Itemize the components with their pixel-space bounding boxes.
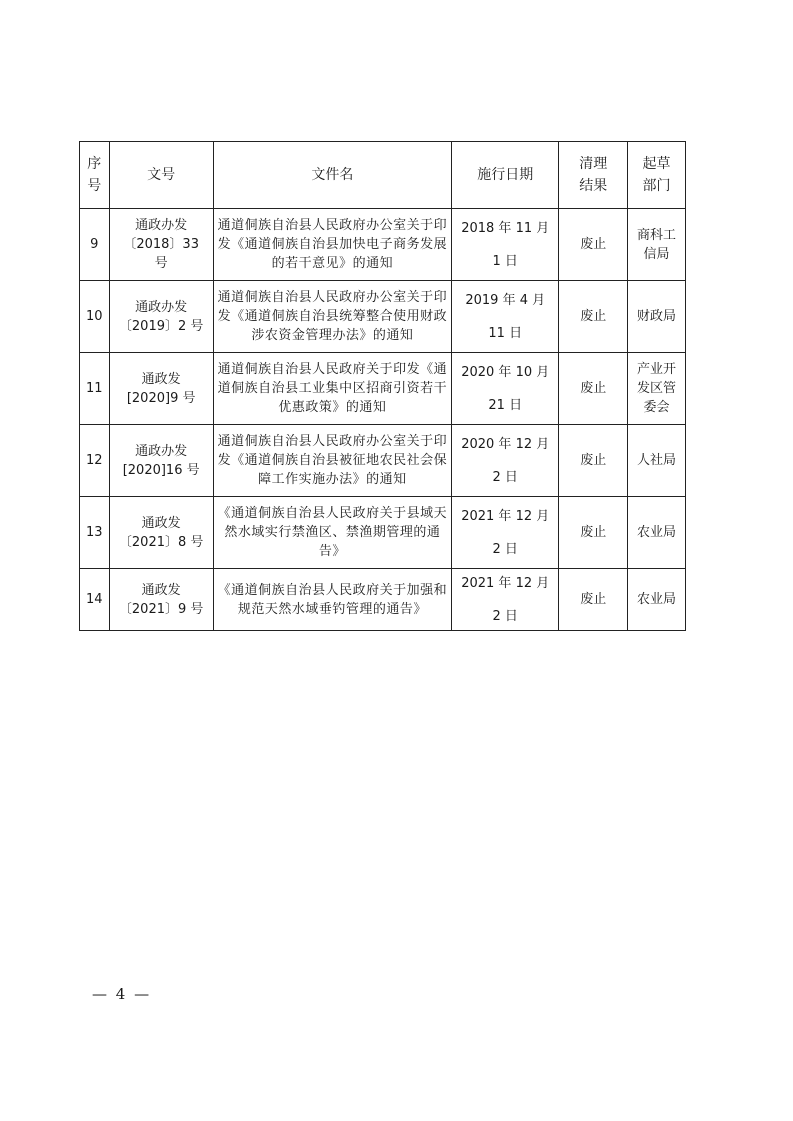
- cell-doc-no: 通政办发 [2020]16 号: [109, 425, 213, 497]
- header-date: 施行日期: [452, 142, 559, 209]
- cell-date: 2019 年 4 月 11 日: [452, 281, 559, 353]
- cell-date: 2020 年 12 月 2 日: [452, 425, 559, 497]
- cell-dept: 财政局: [627, 281, 685, 353]
- table-row: [80, 281, 686, 353]
- cell-result: 废止: [559, 569, 628, 631]
- cell-doc-no: 通政办发 〔2018〕33 号: [109, 209, 213, 281]
- header-result: 清理 结果: [559, 142, 628, 209]
- cell-result: 废止: [559, 497, 628, 569]
- header-dept: 起草 部门: [627, 142, 685, 209]
- cell-title: 通道侗族自治县人民政府关于印发《通道侗族自治县工业集中区招商引资若干优惠政策》的通知: [213, 353, 451, 425]
- cell-dept: 人社局: [627, 425, 685, 497]
- cell-title: 通道侗族自治县人民政府办公室关于印发《通道侗族自治县被征地农民社会保障工作实施办法》的通知: [213, 425, 451, 497]
- cell-dept: 农业局: [627, 497, 685, 569]
- cell-title: 《通道侗族自治县人民政府关于加强和规范天然水域垂钓管理的通告》: [213, 569, 451, 631]
- cell-result: 废止: [559, 353, 628, 425]
- header-title: 文件名: [213, 142, 451, 209]
- table-row: [80, 425, 686, 497]
- cell-seq: 13: [80, 497, 110, 569]
- cell-date: 2021 年 12 月 2 日: [452, 569, 559, 631]
- cell-doc-no: 通政发 〔2021〕8 号: [109, 497, 213, 569]
- table-row: [80, 569, 686, 631]
- cell-result: 废止: [559, 209, 628, 281]
- cell-date: 2020 年 10 月 21 日: [452, 353, 559, 425]
- cell-dept: 产业开 发区管 委会: [627, 353, 685, 425]
- cell-seq: 10: [80, 281, 110, 353]
- cell-dept: 商科工 信局: [627, 209, 685, 281]
- table-row: [80, 497, 686, 569]
- cell-result: 废止: [559, 281, 628, 353]
- cell-doc-no: 通政发 [2020]9 号: [109, 353, 213, 425]
- cell-date: 2021 年 12 月 2 日: [452, 497, 559, 569]
- cell-title: 《通道侗族自治县人民政府关于县域天然水域实行禁渔区、禁渔期管理的通告》: [213, 497, 451, 569]
- cell-title: 通道侗族自治县人民政府办公室关于印发《通道侗族自治县统筹整合使用财政涉农资金管理办法》的通知: [213, 281, 451, 353]
- header-doc-no: 文号: [109, 142, 213, 209]
- header-seq: 序 号: [80, 142, 110, 209]
- cell-seq: 12: [80, 425, 110, 497]
- table-row: [80, 209, 686, 281]
- page-number: — 4 —: [92, 985, 152, 1003]
- cell-dept: 农业局: [627, 569, 685, 631]
- cell-seq: 11: [80, 353, 110, 425]
- cell-doc-no: 通政发 〔2021〕9 号: [109, 569, 213, 631]
- cell-title: 通道侗族自治县人民政府办公室关于印发《通道侗族自治县加快电子商务发展的若干意见》的通知: [213, 209, 451, 281]
- table-row: [80, 353, 686, 425]
- regulation-cleanup-table: [79, 141, 686, 631]
- cell-doc-no: 通政办发 〔2019〕2 号: [109, 281, 213, 353]
- table-header-row: [80, 142, 686, 209]
- cell-result: 废止: [559, 425, 628, 497]
- cell-date: 2018 年 11 月 1 日: [452, 209, 559, 281]
- cell-seq: 14: [80, 569, 110, 631]
- cell-seq: 9: [80, 209, 110, 281]
